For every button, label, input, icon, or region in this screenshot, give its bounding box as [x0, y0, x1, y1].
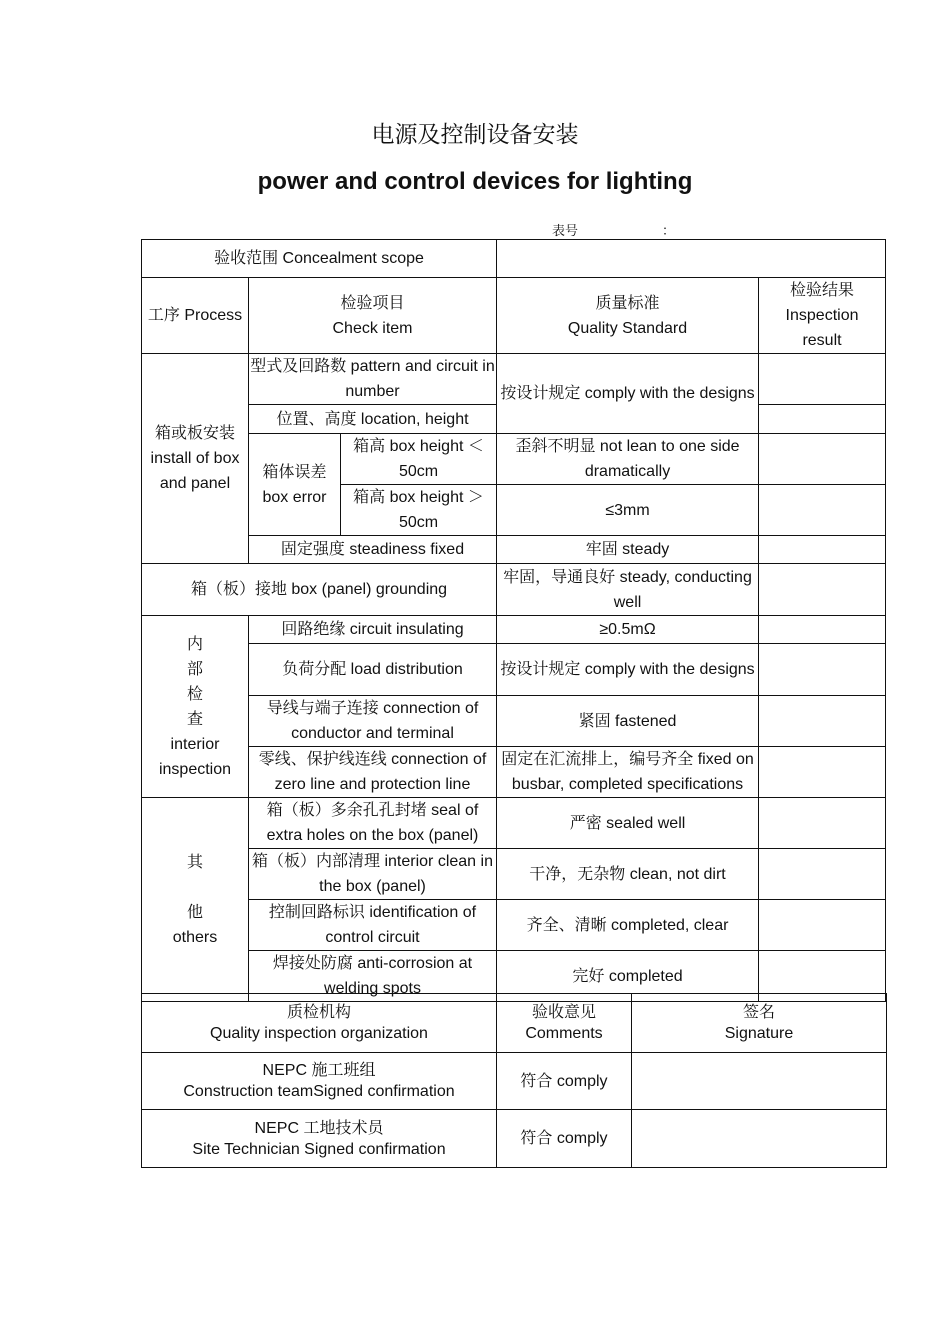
signoff-row — [142, 1110, 887, 1168]
construction-team-en: Construction teamSigned confirmation — [183, 1083, 455, 1100]
inspection-table — [141, 239, 886, 1002]
result-cell[interactable] — [759, 696, 886, 747]
result-cell[interactable] — [759, 405, 886, 434]
others-item: 箱（板）多余孔孔封堵 seal of extra holes on the box (panel) — [249, 798, 497, 849]
tolerance-standard: ≤3mm — [497, 485, 759, 536]
org-header-en: Quality inspection organization — [210, 1025, 428, 1042]
table-row — [142, 564, 886, 616]
others-item: 焊接处防腐 anti-corrosion at welding spots — [249, 951, 497, 1002]
signature-header — [632, 994, 887, 1053]
result-header-cn: 检验结果 — [790, 282, 855, 299]
site-technician-cn: NEPC 工地技术员 — [254, 1119, 384, 1137]
result-cell[interactable] — [759, 354, 886, 405]
construction-team-cell — [142, 1053, 497, 1110]
check-item-header-en: Check item — [332, 319, 413, 337]
box-height-less-item: 箱高 box height ＜ 50cm — [341, 434, 497, 485]
result-cell[interactable] — [759, 564, 886, 616]
table-row — [142, 644, 886, 696]
interior-standard: 紧固 fastened — [497, 696, 759, 747]
table-row — [142, 354, 886, 405]
comments-header — [497, 994, 632, 1053]
result-cell[interactable] — [759, 485, 886, 536]
table-row — [142, 536, 886, 564]
result-cell[interactable] — [759, 536, 886, 564]
result-cell[interactable] — [759, 644, 886, 696]
signoff-table — [141, 993, 887, 1168]
interior-item: 零线、保护线连线 connection of zero line and protection line — [249, 747, 497, 798]
table-row — [142, 434, 886, 485]
form-number-colon: ： — [662, 223, 676, 238]
others-process-cn-2: 他 — [186, 903, 203, 921]
table-row — [142, 696, 886, 747]
result-header-en-2: result — [802, 332, 842, 349]
table-row — [142, 849, 886, 900]
header-row — [142, 278, 886, 354]
signoff-header-row — [142, 994, 887, 1053]
page-title-chinese: 电源及控制设备安装 — [371, 122, 579, 148]
box-install-process-en-1: install of box — [150, 450, 240, 467]
steadiness-item: 固定强度 steadiness fixed — [249, 536, 497, 564]
box-install-process-cn: 箱或板安装 — [154, 425, 235, 442]
result-cell[interactable] — [759, 747, 886, 798]
box-error-label-cn: 箱体误差 — [262, 463, 327, 481]
others-item: 控制回路标识 identification of control circuit — [249, 900, 497, 951]
interior-item: 回路绝缘 circuit insulating — [249, 616, 497, 644]
result-cell[interactable] — [759, 849, 886, 900]
comments-header-en: Comments — [525, 1025, 603, 1042]
result-cell[interactable] — [759, 616, 886, 644]
table-row — [142, 747, 886, 798]
construction-team-comment: 符合 comply — [497, 1053, 632, 1110]
others-standard: 完好 completed — [497, 951, 759, 1002]
interior-process — [142, 616, 249, 798]
result-cell[interactable] — [759, 434, 886, 485]
interior-process-cn-1: 内 — [186, 635, 203, 653]
signoff-row — [142, 1053, 887, 1110]
others-standard: 严密 sealed well — [497, 798, 759, 849]
designs-standard: 按设计规定 comply with the designs — [497, 354, 759, 434]
pattern-circuit-item: 型式及回路数 pattern and circuit in number — [249, 354, 497, 405]
grounding-item: 箱（板）接地 box (panel) grounding — [142, 564, 497, 616]
form-number-label: 表号 — [552, 224, 579, 239]
box-error-label — [249, 434, 341, 536]
interior-process-cn-3: 检 — [186, 685, 203, 703]
quality-standard-header-cn: 质量标准 — [595, 294, 660, 312]
others-standard: 干净，无杂物 clean, not dirt — [497, 849, 759, 900]
interior-process-en-1: interior — [170, 735, 220, 753]
location-height-item: 位置、高度 location, height — [249, 405, 497, 434]
interior-standard: 固定在汇流排上，编号齐全 fixed on busbar, completed specifications — [497, 747, 759, 798]
box-height-greater-item: 箱高 box height ＞ 50cm — [341, 485, 497, 536]
interior-process-en-2: inspection — [158, 760, 232, 778]
result-header-en-1: Inspection — [785, 307, 859, 324]
quality-standard-header — [497, 278, 759, 354]
org-header — [142, 994, 497, 1053]
quality-standard-header-en: Quality Standard — [567, 319, 688, 337]
others-standard: 齐全、清晰 completed, clear — [497, 900, 759, 951]
others-process-en: others — [172, 928, 218, 946]
scope-value[interactable] — [497, 240, 886, 278]
table-row — [142, 900, 886, 951]
interior-standard: 按设计规定 comply with the designs — [497, 644, 759, 696]
others-item: 箱（板）内部清理 interior clean in the box (panel) — [249, 849, 497, 900]
interior-standard: ≥0.5mΩ — [497, 616, 759, 644]
comments-header-cn: 验收意见 — [531, 1004, 596, 1021]
box-install-process-en-2: and panel — [159, 475, 231, 492]
table-row — [142, 798, 886, 849]
check-item-header — [249, 278, 497, 354]
site-technician-en: Site Technician Signed confirmation — [192, 1140, 446, 1158]
org-header-cn: 质检机构 — [286, 1004, 351, 1021]
box-error-label-en: box error — [262, 488, 327, 506]
site-technician-signature[interactable] — [632, 1110, 887, 1168]
interior-item: 导线与端子连接 connection of conductor and terminal — [249, 696, 497, 747]
others-process — [142, 798, 249, 1002]
interior-process-cn-4: 查 — [186, 710, 203, 728]
interior-process-cn-2: 部 — [186, 660, 203, 678]
steady-standard: 牢固 steady — [497, 536, 759, 564]
others-process-cn-1: 其 — [186, 853, 203, 871]
grounding-standard: 牢固，导通良好 steady, conducting well — [497, 564, 759, 616]
process-header: 工序 Process — [142, 278, 249, 354]
box-install-process — [142, 354, 249, 564]
page-title-english: power and control devices for lighting — [257, 168, 693, 195]
construction-team-cn: NEPC 施工班组 — [262, 1062, 376, 1079]
table-row — [142, 616, 886, 644]
result-cell[interactable] — [759, 900, 886, 951]
site-technician-cell — [142, 1110, 497, 1168]
scope-row — [142, 240, 886, 278]
check-item-header-cn: 检验项目 — [340, 294, 405, 312]
construction-team-signature[interactable] — [632, 1053, 887, 1110]
site-technician-comment: 符合 comply — [497, 1110, 632, 1168]
lean-standard: 歪斜不明显 not lean to one side dramatically — [497, 434, 759, 485]
signature-header-en: Signature — [724, 1025, 794, 1042]
signature-header-cn: 签名 — [742, 1004, 775, 1021]
scope-label: 验收范围 Concealment scope — [142, 240, 497, 278]
result-header — [759, 278, 886, 354]
interior-item: 负荷分配 load distribution — [249, 644, 497, 696]
result-cell[interactable] — [759, 798, 886, 849]
